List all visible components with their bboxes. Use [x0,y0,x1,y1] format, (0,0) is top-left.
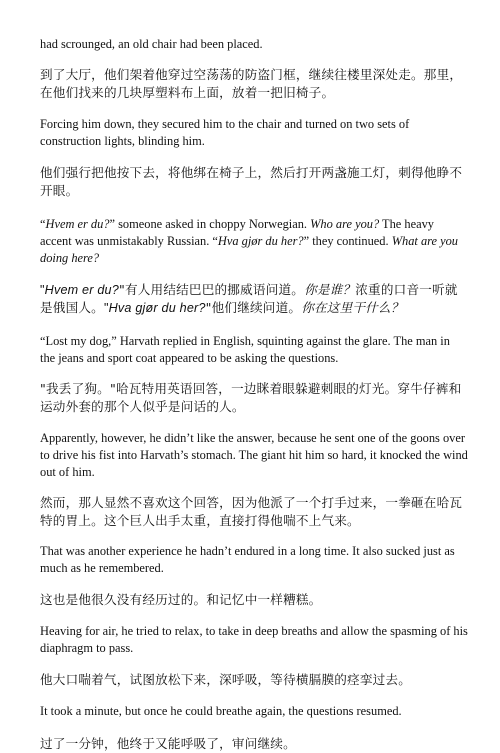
text-run: Forcing him down, they secured him to the chair and turned on two sets of construction lights, blinding him. [40,117,410,148]
paragraph-english [40,623,468,657]
italic-text: Hvem er du? [44,283,119,297]
text-run: " [103,301,109,315]
text-run: " [40,283,45,297]
text-run: "我丢了狗。"哈瓦特用英语回答，一边眯着眼躲避刺眼的灯光。穿牛仔裤和运动外套的那个人似乎是问话的人。 [40,381,462,414]
text-run: 他们强行把他按下去，将他绑在椅子上，然后打开两盏施工灯，刺得他睁不开眼。 [40,165,463,198]
text-run: "有人用结结巴巴的挪威语问道。 [118,282,305,297]
text-run: 他大口喘着气，试图放松下来，深呼吸，等待横膈膜的痉挛过去。 [40,672,412,687]
text-run: "他们继续问道。 [205,300,302,315]
text-run: 这也是他很久没有经历过的。和记忆中一样糟糕。 [40,592,322,607]
paragraph-english [40,116,468,150]
paragraph-chinese [40,281,468,317]
paragraph-chinese [40,591,468,609]
text-run: The heavy accent was unmistakably Russian. “ [40,217,434,248]
italic-text: 你在这里干什么？ [301,300,404,315]
italic-text: Who are you? [310,217,380,231]
paragraph-chinese [40,671,468,689]
italic-text: What are you doing here? [40,234,458,265]
paragraph-chinese [40,735,468,753]
paragraph-english [40,333,468,367]
text-run: It took a minute, but once he could breathe again, the questions resumed. [40,704,402,718]
italic-text: Hvem er du? [45,217,110,231]
text-run: Apparently, however, he didn’t like the answer, because he sent one of the goons over to drive his fist into Harvath’s stomach. The giant hit him so hard, it knocked the wind out of him. [40,431,468,479]
paragraph-english [40,543,468,577]
italic-text: Hva gjør du her? [108,301,206,315]
text-run: 然而，那人显然不喜欢这个回答，因为他派了一个打手过来，一拳砸在哈瓦特的胃上。这个巨人出手太重，直接打得他喘不上气来。 [40,495,463,528]
text-run: 浓重的口音一听就是俄国人。 [40,282,458,315]
text-run: That was another experience he hadn’t endured in a long time. It also sucked just as much as he remembered. [40,544,455,575]
paragraph-chinese [40,380,468,416]
text-run: 过了一分钟，他终于又能呼吸了，审问继续。 [40,736,296,751]
text-run: ” someone asked in choppy Norwegian. [109,217,311,231]
text-run: ” they continued. [303,234,392,248]
text-run: had scrounged, an old chair had been placed. [40,37,263,51]
paragraph-english [40,216,468,267]
paragraph-chinese [40,66,468,102]
text-run: “ [40,217,46,231]
text-run: 到了大厅，他们架着他穿过空荡荡的防盗门框，继续往楼里深处走。那里，在他们找来的几块厚塑料布上面，放着一把旧椅子。 [40,67,463,100]
document-page [40,30,468,753]
paragraph-chinese [40,164,468,200]
text-run: “Lost my dog,” Harvath replied in English, squinting against the glare. The man in the jeans and sport coat appeared to be asking the questions. [40,334,450,365]
italic-text: 你是谁？ [304,282,356,297]
text-run: Heaving for air, he tried to relax, to take in deep breaths and allow the spasming of his diaphragm to pass. [40,624,468,655]
italic-text: Hva gjør du her? [217,234,304,248]
paragraph-english [40,36,468,53]
paragraph-english [40,430,468,481]
paragraph-chinese [40,494,468,530]
